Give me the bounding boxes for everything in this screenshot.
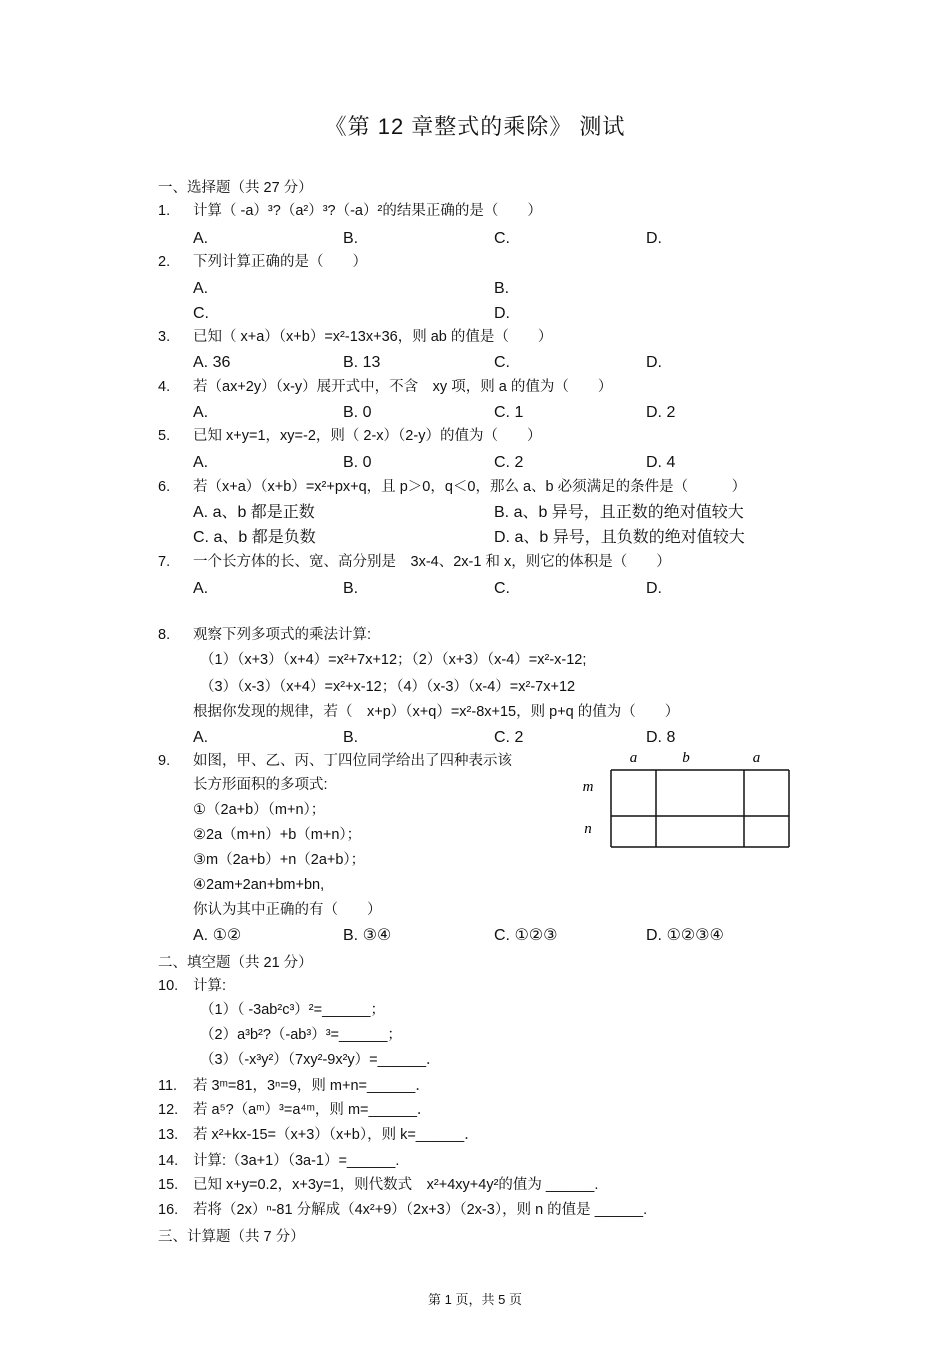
question-number: 2. xyxy=(158,254,171,270)
question-text: 长方形面积的多项式: xyxy=(193,777,328,793)
answer-option: A. xyxy=(193,404,209,421)
answer-option: D. ①②③④ xyxy=(646,927,724,944)
question-number: 6. xyxy=(158,479,171,495)
question-text: 下列计算正确的是（ ） xyxy=(193,254,367,270)
question-number: 5. xyxy=(158,428,171,444)
question-text: 若 a⁵?（aᵐ）³=a⁴ᵐ，则 m=______． xyxy=(193,1102,432,1118)
answer-option: B. xyxy=(343,729,359,746)
question-number: 11. xyxy=(158,1078,178,1094)
figure-top-label: a xyxy=(752,750,761,766)
figure-side-label: n xyxy=(584,821,592,837)
section-heading: 二、填空题（共 21 分） xyxy=(158,955,313,971)
answer-option: D. xyxy=(646,230,662,247)
question-number: 8. xyxy=(158,627,171,643)
answer-option: B. a、b 异号，且正数的绝对值较大 xyxy=(494,504,744,521)
question-text: ②2a（m+n）+b（m+n）； xyxy=(193,827,362,843)
answer-option: C. xyxy=(193,305,209,322)
answer-option: C. 2 xyxy=(494,729,524,746)
answer-option: D. xyxy=(646,580,662,597)
rectangle-area-figure xyxy=(578,745,798,855)
answer-option: B. 0 xyxy=(343,404,372,421)
question-text: ④2am+2an+bm+bn, xyxy=(193,877,325,893)
question-text: 你认为其中正确的有（ ） xyxy=(193,902,382,918)
answer-option: B. ③④ xyxy=(343,927,392,944)
figure-top-label: a xyxy=(629,750,638,766)
figure-side-label: m xyxy=(582,779,594,795)
question-text: 计算: xyxy=(193,978,227,994)
answer-option: A. a、b 都是正数 xyxy=(193,504,315,521)
question-text: ③m（2a+b）+n（2a+b）； xyxy=(193,852,366,868)
section-heading: 三、计算题（共 7 分） xyxy=(158,1229,305,1245)
question-text: 根据你发现的规律，若（ x+p）（x+q）=x²-8x+15，则 p+q 的值为（ ） xyxy=(193,704,680,720)
question-number: 3. xyxy=(158,329,171,345)
answer-option: C. xyxy=(494,580,510,597)
answer-option: C. xyxy=(494,354,510,371)
question-number: 1. xyxy=(158,203,171,219)
question-text: 计算:（3a+1）（3a-1）=______. xyxy=(193,1153,400,1169)
answer-option: C. 1 xyxy=(494,404,524,421)
answer-option: B. xyxy=(343,230,359,247)
question-subpart: （1）（ -3ab²c³）²=______； xyxy=(200,1002,385,1018)
answer-option: A. 36 xyxy=(193,354,231,371)
answer-option: A. xyxy=(193,280,209,297)
question-text: 若 3ᵐ=81，3ⁿ=9，则 m+n=______． xyxy=(193,1078,430,1094)
question-number: 16. xyxy=(158,1202,179,1218)
question-text: 一个长方体的长、宽、高分别是 3x-4、2x-1 和 x，则它的体积是（ ） xyxy=(193,554,671,570)
question-text: （1）（x+3）（x+4）=x²+7x+12；（2）（x+3）（x-4）=x²-x-12; xyxy=(200,652,587,668)
section-heading: 一、选择题（共 27 分） xyxy=(158,180,313,196)
answer-option: A. xyxy=(193,580,209,597)
answer-option: C. ①②③ xyxy=(494,927,558,944)
question-number: 15. xyxy=(158,1177,179,1193)
question-text: 计算（ -a）³?（a²）³?（-a）²的结果正确的是（ ） xyxy=(193,203,542,219)
answer-option: B. xyxy=(494,280,510,297)
answer-option: C. a、b 都是负数 xyxy=(193,529,316,546)
question-text: 若（x+a）（x+b）=x²+px+q，且 p＞0，q＜0，那么 a、b 必须满足的条件是（ ） xyxy=(193,479,747,495)
answer-option: A. ①② xyxy=(193,927,242,944)
answer-option: B. 0 xyxy=(343,454,372,471)
answer-option: D. 2 xyxy=(646,404,676,421)
question-subpart: （2）a³b²?（-ab³）³=______； xyxy=(200,1027,402,1043)
question-text: ①（2a+b）（m+n）； xyxy=(193,802,326,818)
answer-option: D. xyxy=(646,354,662,371)
question-number: 9. xyxy=(158,753,171,769)
question-text: 观察下列多项式的乘法计算: xyxy=(193,627,372,643)
answer-option: D. 4 xyxy=(646,454,676,471)
answer-option: C. 2 xyxy=(494,454,524,471)
question-text: （3）（x-3）（x+4）=x²+x-12；（4）（x-3）（x-4）=x²-7x+12 xyxy=(200,679,576,695)
answer-option: B. 13 xyxy=(343,354,381,371)
answer-option: D. xyxy=(494,305,510,322)
answer-option: D. 8 xyxy=(646,729,676,746)
question-text: 若（ax+2y）（x-y）展开式中，不含 xy 项，则 a 的值为（ ） xyxy=(193,379,613,395)
answer-option: B. xyxy=(343,580,359,597)
answer-option: A. xyxy=(193,729,209,746)
question-text: 若将（2x）ⁿ-81 分解成（4x²+9）（2x+3）（2x-3），则 n 的值是 ______. xyxy=(193,1202,648,1218)
document-title: 《第 12 章整式的乘除》 测试 xyxy=(324,114,626,139)
question-subpart: （3）（-x³y²）（7xy²-9x²y）=______． xyxy=(200,1052,441,1068)
question-text: 已知（ x+a）（x+b）=x²-13x+36，则 ab 的值是（ ） xyxy=(193,329,553,345)
question-text: 已知 x+y=1，xy=-2，则（ 2-x）（2-y）的值为（ ） xyxy=(193,428,542,444)
figure-top-label: b xyxy=(682,750,690,766)
answer-option: A. xyxy=(193,230,209,247)
page-footer: 第 1 页，共 5 页 xyxy=(428,1292,522,1307)
question-text: 如图，甲、乙、丙、丁四位同学给出了四种表示该 xyxy=(193,753,512,769)
question-number: 4. xyxy=(158,379,171,395)
question-text: 已知 x+y=0.2，x+3y=1，则代数式 x²+4xy+4y²的值为 ______. xyxy=(193,1177,599,1193)
answer-option: A. xyxy=(193,454,209,471)
question-number: 14. xyxy=(158,1153,179,1169)
question-number: 10. xyxy=(158,978,179,994)
question-number: 12. xyxy=(158,1102,179,1118)
question-text: 若 x²+kx-15=（x+3）（x+b），则 k=______． xyxy=(193,1127,479,1143)
answer-option: D. a、b 异号，且负数的绝对值较大 xyxy=(494,529,745,546)
answer-option: C. xyxy=(494,230,510,247)
question-number: 7. xyxy=(158,554,171,570)
question-number: 13. xyxy=(158,1127,179,1143)
